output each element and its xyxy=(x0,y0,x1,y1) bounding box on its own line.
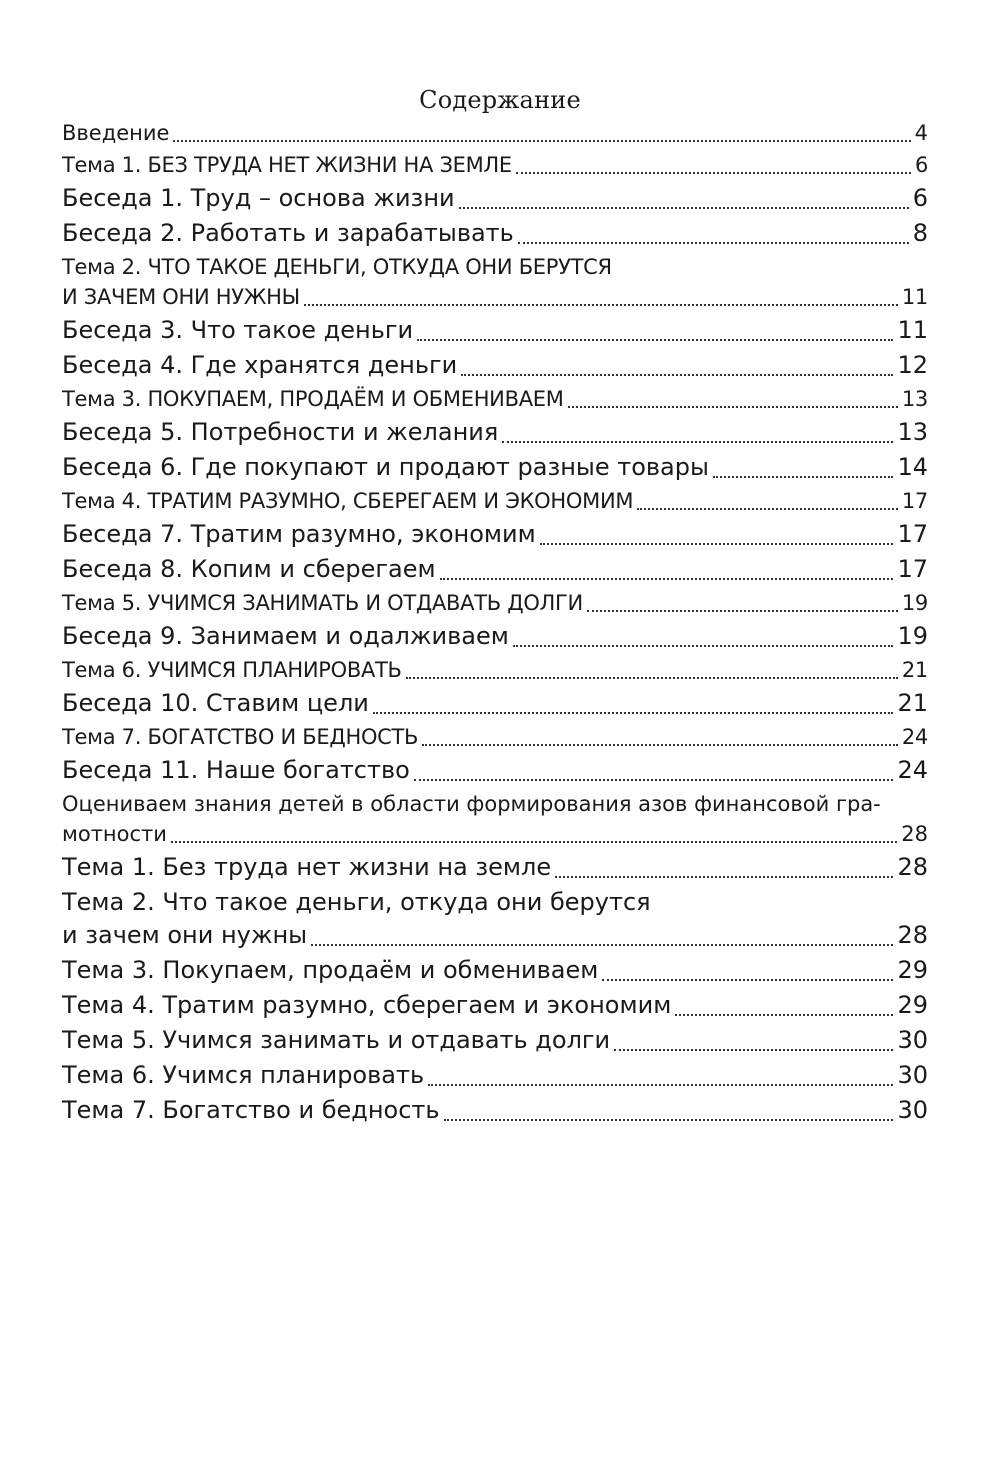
toc-entry xyxy=(62,314,928,347)
toc-entry xyxy=(62,1059,928,1092)
toc-entry-text: и зачем они нужны xyxy=(62,921,308,949)
toc-entry-text: Беседа 4. Где хранятся деньги xyxy=(62,351,458,379)
toc-page-number: 28 xyxy=(897,921,928,949)
toc-page-number: 30 xyxy=(897,1026,928,1054)
toc-entry xyxy=(62,789,928,849)
toc-page-number: 6 xyxy=(914,153,928,177)
toc-page-number: 6 xyxy=(912,184,928,212)
toc-entry xyxy=(62,954,928,987)
toc-page-number: 8 xyxy=(912,219,928,247)
dot-leader xyxy=(518,241,909,244)
dot-leader xyxy=(675,1013,893,1016)
dot-leader xyxy=(173,139,910,142)
toc-page-number: 24 xyxy=(897,756,928,784)
toc-entry-text: Беседа 7. Тратим разумно, экономим xyxy=(62,520,536,548)
toc-entry xyxy=(62,349,928,382)
dot-leader xyxy=(428,1083,893,1086)
toc-entry-text: Беседа 11. Наше богатство xyxy=(62,756,410,784)
dot-leader xyxy=(461,373,893,376)
toc-entry xyxy=(62,486,928,516)
toc-entry-text: Беседа 1. Труд – основа жизни xyxy=(62,184,455,212)
toc-entry xyxy=(62,518,928,551)
toc-entry-first-line: Оцениваем знания детей в области формирования азов финансовой гра- xyxy=(62,792,881,816)
dot-leader xyxy=(304,303,898,306)
toc-entry xyxy=(62,384,928,414)
toc-entry-first-line: Тема 2. ЧТО ТАКОЕ ДЕНЬГИ, ОТКУДА ОНИ БЕРУТСЯ xyxy=(62,255,612,279)
toc-entry-text: Беседа 8. Копим и сберегаем xyxy=(62,555,436,583)
toc-page-number: 17 xyxy=(897,520,928,548)
dot-leader xyxy=(614,1048,893,1051)
toc-entry xyxy=(62,989,928,1022)
toc-page-number: 30 xyxy=(897,1096,928,1124)
toc-entry-text: Тема 7. Богатство и бедность xyxy=(62,1096,440,1124)
toc-entry-text: Тема 1. БЕЗ ТРУДА НЕТ ЖИЗНИ НА ЗЕМЛЕ xyxy=(62,153,512,177)
toc-entry xyxy=(62,1024,928,1057)
dot-leader xyxy=(373,711,894,714)
toc-entry xyxy=(62,588,928,618)
table-of-contents xyxy=(62,118,928,1129)
dot-leader xyxy=(555,875,893,878)
toc-page-number: 28 xyxy=(897,853,928,881)
toc-entry-text: Тема 6. УЧИМСЯ ПЛАНИРОВАТЬ xyxy=(62,658,402,682)
dot-leader xyxy=(444,1118,894,1121)
dot-leader xyxy=(311,943,893,946)
toc-entry-text: Тема 1. Без труда нет жизни на земле xyxy=(62,853,552,881)
toc-entry xyxy=(62,754,928,787)
dot-leader xyxy=(440,577,894,580)
toc-entry xyxy=(62,655,928,685)
dot-leader xyxy=(406,676,898,679)
toc-entry xyxy=(62,217,928,250)
toc-page-number: 19 xyxy=(901,591,928,615)
toc-page-number: 28 xyxy=(901,822,928,846)
toc-page-number: 24 xyxy=(901,725,928,749)
toc-entry xyxy=(62,687,928,720)
toc-entry xyxy=(62,620,928,653)
toc-entry xyxy=(62,886,928,952)
toc-page-number: 17 xyxy=(901,489,928,513)
toc-entry-text: Введение xyxy=(62,121,170,145)
toc-page-number: 11 xyxy=(897,316,928,344)
toc-entry-text: Беседа 5. Потребности и желания xyxy=(62,418,499,446)
dot-leader xyxy=(540,542,894,545)
toc-title: Содержание xyxy=(419,86,581,114)
toc-page-number: 4 xyxy=(914,121,928,145)
toc-page-number: 29 xyxy=(897,991,928,1019)
toc-page-number: 21 xyxy=(897,689,928,717)
dot-leader xyxy=(422,743,898,746)
toc-page-number: 13 xyxy=(897,418,928,446)
toc-entry xyxy=(62,252,928,312)
dot-leader xyxy=(171,840,897,843)
toc-entry xyxy=(62,451,928,484)
dot-leader xyxy=(502,440,893,443)
toc-page-number: 12 xyxy=(897,351,928,379)
toc-entry xyxy=(62,150,928,180)
toc-entry-text: Тема 6. Учимся планировать xyxy=(62,1061,425,1089)
dot-leader xyxy=(459,206,909,209)
toc-page-number: 29 xyxy=(897,956,928,984)
toc-entry-text: Тема 7. БОГАТСТВО И БЕДНОСТЬ xyxy=(62,725,419,749)
toc-entry xyxy=(62,118,928,148)
toc-entry-text: Беседа 2. Работать и зарабатывать xyxy=(62,219,514,247)
dot-leader xyxy=(637,507,898,510)
toc-entry xyxy=(62,182,928,215)
toc-page-number: 11 xyxy=(901,285,928,309)
dot-leader xyxy=(516,171,911,174)
toc-entry-text: мотности xyxy=(62,822,167,846)
toc-entry-text: Беседа 10. Ставим цели xyxy=(62,689,369,717)
toc-page-number: 19 xyxy=(897,622,928,650)
toc-entry xyxy=(62,416,928,449)
dot-leader xyxy=(602,978,893,981)
toc-entry-text: Беседа 9. Занимаем и одалживаем xyxy=(62,622,509,650)
toc-entry xyxy=(62,1094,928,1127)
toc-entry-text: Тема 5. УЧИМСЯ ЗАНИМАТЬ И ОТДАВАТЬ ДОЛГИ xyxy=(62,591,583,615)
dot-leader xyxy=(513,644,894,647)
toc-entry-text: И ЗАЧЕМ ОНИ НУЖНЫ xyxy=(62,285,300,309)
toc-entry xyxy=(62,851,928,884)
toc-page-number: 14 xyxy=(897,453,928,481)
dot-leader xyxy=(417,338,893,341)
toc-entry xyxy=(62,722,928,752)
toc-entry xyxy=(62,553,928,586)
toc-entry-text: Беседа 6. Где покупают и продают разные товары xyxy=(62,453,709,481)
toc-entry-text: Тема 5. Учимся занимать и отдавать долги xyxy=(62,1026,611,1054)
toc-page-number: 13 xyxy=(901,387,928,411)
dot-leader xyxy=(568,405,898,408)
dot-leader xyxy=(713,475,894,478)
toc-entry-text: Тема 3. ПОКУПАЕМ, ПРОДАЁМ И ОБМЕНИВАЕМ xyxy=(62,387,564,411)
toc-entry-text: Тема 4. Тратим разумно, сберегаем и экономим xyxy=(62,991,672,1019)
toc-page-number: 21 xyxy=(901,658,928,682)
toc-page-number: 30 xyxy=(897,1061,928,1089)
toc-page-number: 17 xyxy=(897,555,928,583)
dot-leader xyxy=(414,778,894,781)
dot-leader xyxy=(587,609,898,612)
toc-entry-text: Тема 3. Покупаем, продаём и обмениваем xyxy=(62,956,599,984)
toc-entry-text: Беседа 3. Что такое деньги xyxy=(62,316,414,344)
toc-entry-first-line: Тема 2. Что такое деньги, откуда они берутся xyxy=(62,888,651,916)
toc-entry-text: Тема 4. ТРАТИМ РАЗУМНО, СБЕРЕГАЕМ И ЭКОНОМИМ xyxy=(62,489,634,513)
